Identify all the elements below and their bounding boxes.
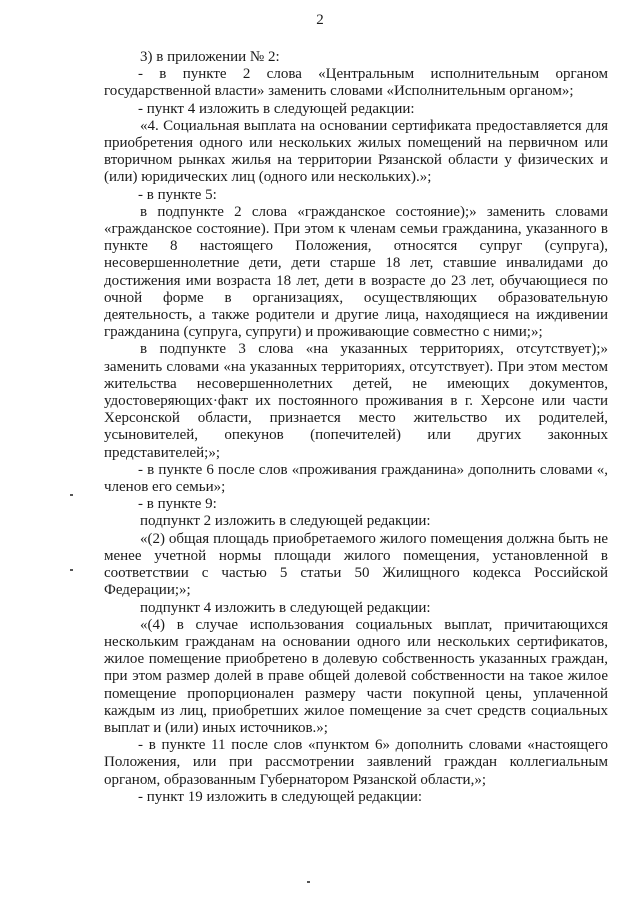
document-body	[104, 49, 608, 806]
paragraph-item-5-intro: - в пункте 5:	[138, 186, 217, 203]
paragraph-subitem-2: в подпункте 2 слова «гражданское состояние);» заменить словами «гражданское состояние). При этом к членам семьи гражданина, указанного в пункте 8 настоящего Положения, относятся супруг (супруга), несовершеннолетние дети, дети старше 18 лет, ставшие инвалидами до достижения ими возраста 18 лет, дети в возрасте до 23 лет, обучающиеся по очной форме в организациях, осуществляющих образовательную деятельность, а также родители и другие лица, находящиеся на иждивении гражданина (супруга, супруги) и проживающие совместно с ними;»;	[104, 203, 608, 341]
paragraph-item-6: - в пункте 6 после слов «проживания гражданина» дополнить словами «, членов его семьи»;	[104, 461, 608, 496]
paragraph-appendix-heading: 3) в приложении № 2:	[140, 49, 280, 65]
scan-speck	[70, 494, 73, 496]
paragraph-subitem-2-intro: подпункт 2 изложить в следующей редакции:	[140, 513, 431, 530]
paragraph-item-4-text: «4. Социальная выплата на основании сертификата предоставляется для приобретения одного или нескольких жилых помещений на первичном или вторичном рынках жилья на территории Рязанской области у физических и (или) юридических лиц (одного или нескольких).»;	[104, 117, 608, 186]
paragraph-subitem-2-text: «(2) общая площадь приобретаемого жилого помещения должна быть не менее учетной нормы площади жилого помещения, установленной в соответствии с частью 5 статьи 50 Жилищного кодекса Российской Федерации;»;	[104, 530, 608, 599]
scan-speck	[307, 881, 310, 883]
paragraph-item-9-intro: - в пункте 9:	[138, 496, 217, 513]
paragraph-subitem-4-text: «(4) в случае использования социальных выплат, причитающихся нескольким гражданам на основании одного или нескольких сертификатов, жилое помещение приобретено в долевую собственность указанных граждан, при этом размер долей в праве общей долевой собственности на такое жилое помещение пропорционален размеру части покупной цены, уплаченной каждым из лиц, приобретших жилое помещение за счет средств социальных выплат и (или) иных источников.»;	[104, 616, 608, 736]
paragraph-subitem-4-intro: подпункт 4 изложить в следующей редакции:	[140, 599, 431, 616]
paragraph-item-2: - в пункте 2 слова «Центральным исполнительным органом государственной власти» заменить словами «Исполнительным органом»;	[104, 66, 608, 100]
page-number: 2	[316, 12, 324, 28]
paragraph-item-4-intro: - пункт 4 изложить в следующей редакции:	[138, 100, 415, 117]
scan-speck	[70, 569, 73, 571]
paragraph-item-11: - в пункте 11 после слов «пунктом 6» дополнить словами «настоящего Положения, или при рассмотрении заявлений граждан коллегиальным органом, образованным Губернатором Рязанской области,»;	[104, 737, 608, 788]
paragraph-subitem-3: в подпункте 3 слова «на указанных территориях, отсутствует);» заменить словами «на указанных территориях, отсутствует). При этом местом жительства несовершеннолетних детей, не имеющих документов, удостоверяющих·факт их постоянного проживания в г. Херсоне или части Херсонской области, признается место жительство их родителей, усыновителей, опекунов (попечителей) или других законных представителей;»;	[104, 341, 608, 461]
paragraph-item-19-intro: - пункт 19 изложить в следующей редакции:	[138, 788, 423, 805]
